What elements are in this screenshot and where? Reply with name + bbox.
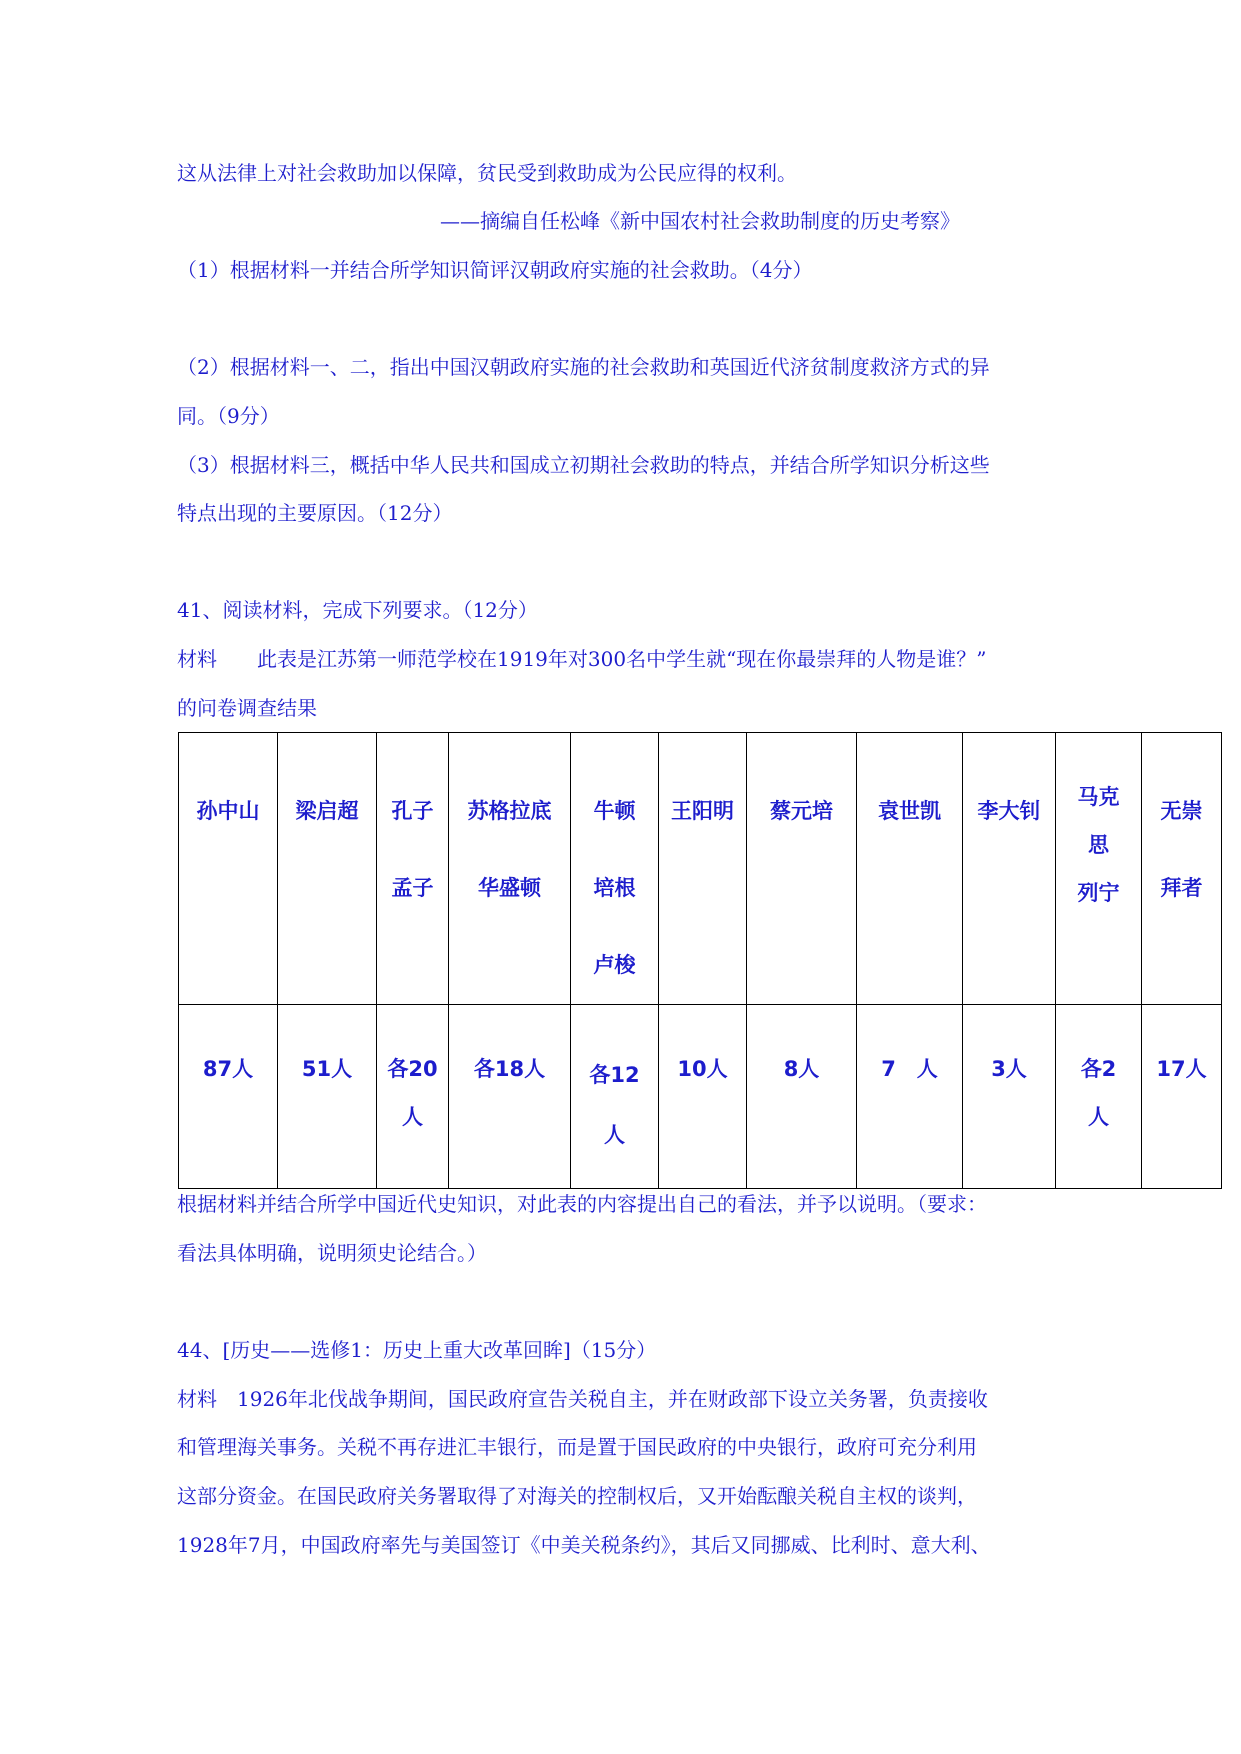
name-cell: 马克 思 列宁 (1056, 733, 1142, 1005)
count-cell: 51人 (278, 1005, 377, 1189)
count-cell: 17人 (1142, 1005, 1222, 1189)
q41-material-line-1: 材料 此表是江苏第一师范学校在1919年对300名中学生就“现在你最崇拜的人物是谁？” (177, 647, 987, 671)
name-cell: 蔡元培 (747, 733, 857, 1005)
survey-table (178, 732, 1222, 1189)
source-citation: ——摘编自任松峰《新中国农村社会救助制度的历史考察》 (440, 209, 960, 233)
name-cell: 无崇 拜者 (1142, 733, 1222, 1005)
question-2-line-1: （2）根据材料一、二，指出中国汉朝政府实施的社会救助和英国近代济贫制度救济方式的异 (177, 355, 990, 379)
count-cell: 各18人 (449, 1005, 571, 1189)
name-cell: 孙中山 (179, 733, 278, 1005)
name-cell: 苏格拉底 华盛顿 (449, 733, 571, 1005)
name-cell: 孔子 孟子 (377, 733, 449, 1005)
name-cell: 袁世凯 (857, 733, 963, 1005)
count-cell: 各2 人 (1056, 1005, 1142, 1189)
count-cell: 7 人 (857, 1005, 963, 1189)
q44-title: 44、[历史——选修1：历史上重大改革回眸]（15分） (177, 1338, 657, 1362)
q41-material-line-2: 的问卷调查结果 (177, 696, 317, 720)
question-1: （1）根据材料一并结合所学知识简评汉朝政府实施的社会救助。（4分） (177, 258, 813, 282)
names-row (179, 733, 1222, 1005)
question-3-line-1: （3）根据材料三，概括中华人民共和国成立初期社会救助的特点，并结合所学知识分析这些 (177, 453, 990, 477)
q41-question-line-2: 看法具体明确，说明须史论结合。） (177, 1241, 487, 1265)
q41-title: 41、阅读材料，完成下列要求。（12分） (177, 598, 538, 622)
count-cell: 87人 (179, 1005, 278, 1189)
name-cell: 牛顿 培根 卢梭 (571, 733, 659, 1005)
text-line: 这从法律上对社会救助加以保障，贫民受到救助成为公民应得的权利。 (177, 161, 797, 185)
count-cell: 3人 (963, 1005, 1056, 1189)
question-3-line-2: 特点出现的主要原因。（12分） (177, 501, 453, 525)
name-cell: 梁启超 (278, 733, 377, 1005)
counts-row (179, 1005, 1222, 1189)
name-cell: 李大钊 (963, 733, 1056, 1005)
q44-line-2: 和管理海关事务。关税不再存进汇丰银行，而是置于国民政府的中央银行，政府可充分利用 (177, 1435, 977, 1459)
count-cell: 8人 (747, 1005, 857, 1189)
question-2-line-2: 同。（9分） (177, 404, 280, 428)
q41-question-line-1: 根据材料并结合所学中国近代史知识，对此表的内容提出自己的看法，并予以说明。（要求： (177, 1192, 987, 1216)
count-cell: 各20 人 (377, 1005, 449, 1189)
q44-line-3: 这部分资金。在国民政府关务署取得了对海关的控制权后，又开始酝酿关税自主权的谈判， (177, 1484, 977, 1508)
count-cell: 10人 (659, 1005, 747, 1189)
count-cell: 各12 人 (571, 1005, 659, 1189)
name-cell: 王阳明 (659, 733, 747, 1005)
q44-line-1: 材料 1926年北伐战争期间，国民政府宣告关税自主，并在财政部下设立关务署，负责接收 (177, 1387, 988, 1411)
q44-line-4: 1928年7月，中国政府率先与美国签订《中美关税条约》，其后又同挪威、比利时、意大利、 (177, 1533, 991, 1557)
